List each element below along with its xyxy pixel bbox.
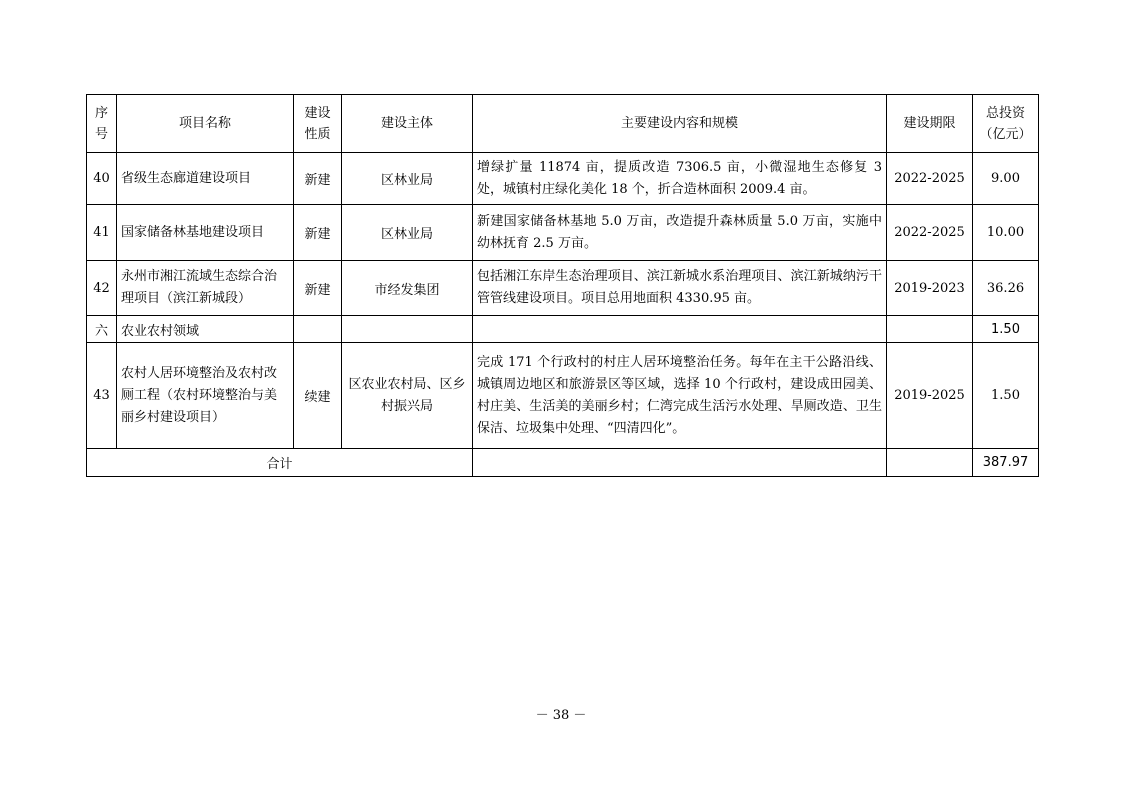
row-owner: 区农业农村局、区乡村振兴局 <box>342 343 473 449</box>
header-no: 序 号 <box>87 95 117 153</box>
row-type: 续建 <box>294 343 342 449</box>
row-no: 41 <box>87 205 117 261</box>
row-period: 2019-2025 <box>887 343 973 449</box>
header-period: 建设期限 <box>887 95 973 153</box>
header-name: 项目名称 <box>117 95 294 153</box>
row-name: 农村人居环境整治及农村改厕工程（农村环境整治与美丽乡村建设项目） <box>117 343 294 449</box>
section-no: 六 <box>87 316 117 343</box>
row-owner: 区林业局 <box>342 205 473 261</box>
total-label: 合计 <box>87 449 473 477</box>
row-content: 包括湘江东岸生态治理项目、滨江新城水系治理项目、滨江新城纳污干管管线建设项目。项目总用地面积 4330.95 亩。 <box>473 261 887 316</box>
table-row <box>87 205 1039 261</box>
row-invest: 9.00 <box>973 153 1039 205</box>
row-period: 2019-2023 <box>887 261 973 316</box>
section-invest: 1.50 <box>973 316 1039 343</box>
row-type: 新建 <box>294 261 342 316</box>
table-row <box>87 153 1039 205</box>
empty-cell <box>473 316 887 343</box>
row-no: 42 <box>87 261 117 316</box>
row-no: 43 <box>87 343 117 449</box>
row-type: 新建 <box>294 153 342 205</box>
row-invest: 36.26 <box>973 261 1039 316</box>
row-owner: 市经发集团 <box>342 261 473 316</box>
row-name: 国家储备林基地建设项目 <box>117 205 294 261</box>
row-content: 完成 171 个行政村的村庄人居环境整治任务。每年在主干公路沿线、城镇周边地区和旅游景区等区域，选择 10 个行政村，建设成田园美、村庄美、生活美的美丽乡村；仁湾完成生活污水处理、旱厕改造、卫生保洁、垃圾集中处理、“四清四化”。 <box>473 343 887 449</box>
empty-cell <box>342 316 473 343</box>
row-owner: 区林业局 <box>342 153 473 205</box>
project-table <box>86 94 1039 477</box>
row-content: 新建国家储备林基地 5.0 万亩，改造提升森林质量 5.0 万亩，实施中幼林抚育 2.5 万亩。 <box>473 205 887 261</box>
section-row <box>87 316 1039 343</box>
header-owner: 建设主体 <box>342 95 473 153</box>
total-row <box>87 449 1039 477</box>
row-period: 2022-2025 <box>887 205 973 261</box>
table-row <box>87 343 1039 449</box>
empty-cell <box>473 449 887 477</box>
empty-cell <box>294 316 342 343</box>
section-name: 农业农村领域 <box>117 316 294 343</box>
page-number: － 38 － <box>535 708 587 723</box>
row-type: 新建 <box>294 205 342 261</box>
row-name: 永州市湘江流域生态综合治理项目（滨江新城段） <box>117 261 294 316</box>
header-invest: 总投资 （亿元） <box>973 95 1039 153</box>
header-type: 建设 性质 <box>294 95 342 153</box>
header-content: 主要建设内容和规模 <box>473 95 887 153</box>
row-period: 2022-2025 <box>887 153 973 205</box>
row-name: 省级生态廊道建设项目 <box>117 153 294 205</box>
empty-cell <box>887 316 973 343</box>
row-invest: 10.00 <box>973 205 1039 261</box>
table-header-row <box>87 95 1039 153</box>
row-invest: 1.50 <box>973 343 1039 449</box>
row-content: 增绿扩量 11874 亩，提质改造 7306.5 亩，小微湿地生态修复 3 处，城镇村庄绿化美化 18 个，折合造林面积 2009.4 亩。 <box>473 153 887 205</box>
empty-cell <box>887 449 973 477</box>
row-no: 40 <box>87 153 117 205</box>
table-row <box>87 261 1039 316</box>
total-invest: 387.97 <box>973 449 1039 477</box>
